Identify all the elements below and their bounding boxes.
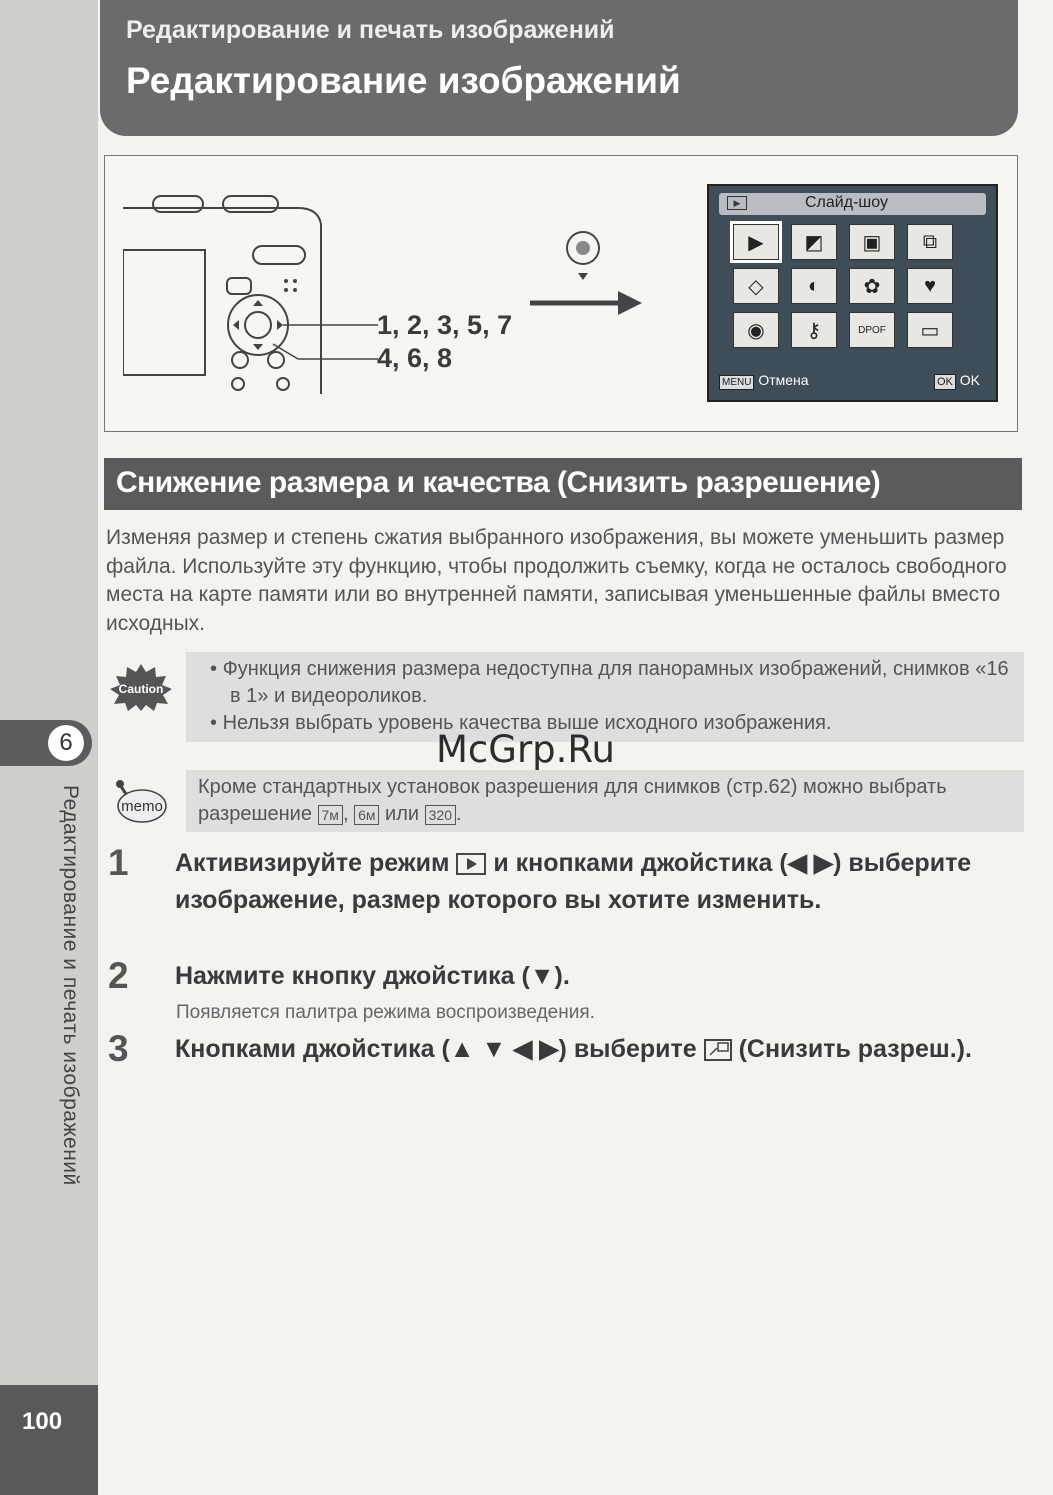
camera-diagram [104, 155, 1018, 432]
page-number: 100 [22, 1408, 63, 1435]
palette-grid [733, 224, 973, 364]
chapter-number: 6 [48, 725, 84, 761]
step-2-subtext: Появляется палитра режима воспроизведения. [176, 1002, 595, 1023]
image-copy-icon[interactable]: ⧉ [907, 224, 953, 260]
playback-palette-screen [707, 184, 998, 402]
play-mode-icon: ▶ [727, 196, 747, 210]
memo-text: Кроме стандартных установок разрешения для снимков (стр.62) можно выбрать разрешение 7м , 6м или 320 . [198, 776, 947, 825]
section-title: Снижение размера и качества (Снизить разрешение) [116, 466, 881, 499]
section-heading [104, 458, 1022, 510]
header-band [100, 0, 1018, 136]
frame-composite-icon[interactable]: ♥ [907, 268, 953, 304]
step-2-number: 2 [108, 955, 129, 996]
digital-filter-icon[interactable]: ◐ [791, 268, 837, 304]
joystick-down-icon [563, 228, 603, 288]
playback-icon [456, 853, 486, 875]
palette-title-bar [719, 193, 986, 215]
resize-icon[interactable]: ◩ [791, 224, 837, 260]
cropping-icon[interactable]: ▣ [849, 224, 895, 260]
memo-icon-text: memo [121, 798, 163, 815]
step-1-number: 1 [108, 842, 129, 883]
slideshow-icon[interactable]: ▶ [733, 224, 779, 260]
chapter-title-vertical: Редактирование и печать изображений [59, 785, 82, 1186]
header-subtitle: Редактирование и печать изображений [126, 16, 615, 44]
menu-button-tag: MENU [719, 375, 754, 390]
resize-icon-inline [704, 1039, 732, 1061]
start-screen-icon[interactable]: ▭ [907, 312, 953, 348]
step-3-text: Кнопками джойстика (▲ ▼ ◀ ▶) выберите (Снизить разреш.). [175, 1035, 972, 1063]
memo-icon [112, 778, 168, 828]
caution-item-1: • Функция снижения размера недоступна для панорамных изображений, снимков «16 в 1» и видеороликов. [210, 658, 1009, 707]
rotate-icon[interactable]: ◇ [733, 268, 779, 304]
caution-icon [108, 662, 174, 712]
arrow-right-icon [530, 288, 645, 318]
intro-paragraph: Изменяя размер и степень сжатия выбранного изображения, вы можете уменьшить размер файла. Используйте эту функцию, чтобы продолжить съемку, когда не осталось свободного места на карте памяти или во внутренней памяти, записывая уменьшенные файлы вместо исходных. [106, 526, 1007, 635]
palette-bottom-bar [719, 372, 986, 392]
ok-group [934, 372, 980, 388]
protect-key-icon[interactable]: ⚷ [791, 312, 837, 348]
memo-box [186, 770, 1024, 832]
page-title: Редактирование изображений [126, 60, 681, 101]
cancel-label: Отмена [758, 372, 809, 388]
step-2-text: Нажмите кнопку джойстика (▼). [175, 962, 570, 990]
resolution-320-tag: 320 [425, 805, 456, 825]
ok-label: OK [959, 372, 980, 388]
caution-item-2: • Нельзя выбрать уровень качества выше исходного изображения. [210, 712, 832, 734]
red-eye-icon[interactable]: ◉ [733, 312, 779, 348]
caution-icon-text: Caution [118, 682, 164, 696]
ok-button-tag: OK [934, 374, 956, 390]
dpof-icon[interactable]: DPOF [849, 312, 895, 348]
resolution-7m-tag: 7м [318, 805, 343, 825]
movie-edit-icon[interactable]: ✿ [849, 268, 895, 304]
step-1-text: Активизируйте режим и кнопками джойстика (◀ ▶) выберите изображение, размер которого вы хотите изменить. [175, 849, 972, 914]
page-footer-band [0, 1385, 98, 1495]
callout-label-a: 1, 2, 3, 5, 7 [377, 310, 513, 340]
step-3-number: 3 [108, 1028, 129, 1069]
watermark: McGrp.Ru [436, 728, 615, 771]
palette-title: Слайд-шоу [805, 194, 888, 211]
callout-label-b: 4, 6, 8 [377, 343, 453, 373]
camera-back-illustration [123, 194, 393, 394]
resolution-6m-tag: 6м [354, 805, 379, 825]
